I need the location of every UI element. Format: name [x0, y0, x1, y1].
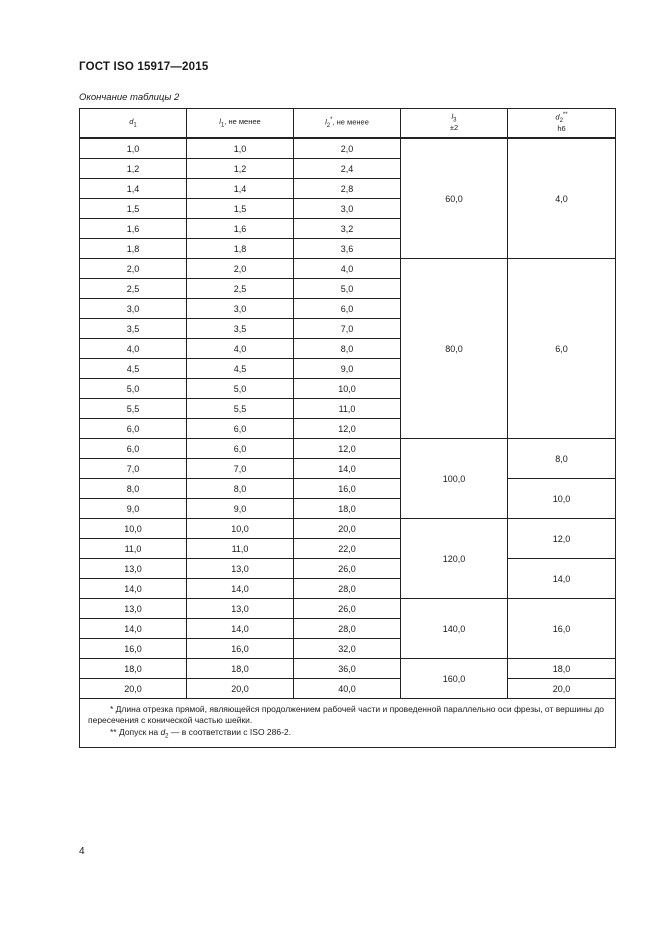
- cell-l3: 100,0: [401, 439, 508, 519]
- cell-d2: 4,0: [508, 138, 616, 259]
- cell-d1: 9,0: [80, 499, 187, 519]
- cell-l2: 18,0: [294, 499, 401, 519]
- cell-d1: 7,0: [80, 459, 187, 479]
- cell-l1: 3,0: [187, 299, 294, 319]
- cell-d1: 1,5: [80, 199, 187, 219]
- cell-l2: 2,4: [294, 159, 401, 179]
- cell-l1: 6,0: [187, 439, 294, 459]
- header-d2: $d_2^{**}$ h6: [508, 109, 616, 139]
- cell-d2: 8,0: [508, 439, 616, 479]
- cell-d2: 10,0: [508, 479, 616, 519]
- cell-d2: 14,0: [508, 559, 616, 599]
- cell-l1: 11,0: [187, 539, 294, 559]
- header-l3: $l_3$ ±2: [401, 109, 508, 139]
- cell-d2: 12,0: [508, 519, 616, 559]
- cell-d1: 6,0: [80, 439, 187, 459]
- cell-l2: 12,0: [294, 439, 401, 459]
- cell-d2: 20,0: [508, 679, 616, 699]
- table-row: [80, 138, 616, 159]
- dimensions-table: [79, 108, 616, 748]
- cell-l1: 1,0: [187, 138, 294, 159]
- cell-d1: 4,5: [80, 359, 187, 379]
- cell-d1: 2,5: [80, 279, 187, 299]
- cell-l2: 12,0: [294, 419, 401, 439]
- cell-l1: 6,0: [187, 419, 294, 439]
- cell-l1: 1,5: [187, 199, 294, 219]
- cell-d1: 2,0: [80, 259, 187, 279]
- cell-l3: 80,0: [401, 259, 508, 439]
- cell-l2: 26,0: [294, 559, 401, 579]
- cell-d1: 1,2: [80, 159, 187, 179]
- cell-l2: 28,0: [294, 579, 401, 599]
- cell-l1: 14,0: [187, 579, 294, 599]
- cell-l2: 40,0: [294, 679, 401, 699]
- cell-l1: 2,5: [187, 279, 294, 299]
- cell-l1: 4,0: [187, 339, 294, 359]
- cell-l2: 22,0: [294, 539, 401, 559]
- header-l1: $l_1$, не менее: [187, 109, 294, 139]
- cell-l2: 11,0: [294, 399, 401, 419]
- cell-l1: 10,0: [187, 519, 294, 539]
- cell-l2: 9,0: [294, 359, 401, 379]
- table-row: [80, 439, 616, 459]
- cell-l2: 20,0: [294, 519, 401, 539]
- header-l2: $l_2^*$, не менее: [294, 109, 401, 139]
- cell-l1: 7,0: [187, 459, 294, 479]
- footnote-1: * Длина отрезка прямой, являющейся продолжением рабочей части и проведенной параллельно оси фрезы, от вершины до пересечения с конической частью шейки.: [88, 704, 605, 726]
- cell-l3: 140,0: [401, 599, 508, 659]
- table-row: [80, 519, 616, 539]
- cell-l3: 120,0: [401, 519, 508, 599]
- table-row: [80, 479, 616, 499]
- cell-l2: 5,0: [294, 279, 401, 299]
- table-caption: Окончание таблицы 2: [79, 92, 180, 103]
- cell-l2: 32,0: [294, 639, 401, 659]
- table-header-row: [80, 109, 616, 139]
- cell-l1: 1,8: [187, 239, 294, 259]
- cell-l1: 16,0: [187, 639, 294, 659]
- cell-d1: 10,0: [80, 519, 187, 539]
- cell-d1: 18,0: [80, 659, 187, 679]
- cell-d1: 13,0: [80, 559, 187, 579]
- cell-d1: 3,0: [80, 299, 187, 319]
- cell-d1: 8,0: [80, 479, 187, 499]
- cell-d1: 1,4: [80, 179, 187, 199]
- cell-l1: 3,5: [187, 319, 294, 339]
- cell-d1: 11,0: [80, 539, 187, 559]
- cell-l2: 2,0: [294, 138, 401, 159]
- cell-l1: 14,0: [187, 619, 294, 639]
- cell-l2: 3,0: [294, 199, 401, 219]
- cell-d1: 1,6: [80, 219, 187, 239]
- cell-d1: 16,0: [80, 639, 187, 659]
- cell-l2: 3,6: [294, 239, 401, 259]
- cell-l1: 8,0: [187, 479, 294, 499]
- cell-d1: 6,0: [80, 419, 187, 439]
- cell-d1: 5,0: [80, 379, 187, 399]
- cell-d1: 20,0: [80, 679, 187, 699]
- table-row: [80, 679, 616, 699]
- table-notes-row: [80, 699, 616, 748]
- cell-l1: 13,0: [187, 559, 294, 579]
- cell-l2: 26,0: [294, 599, 401, 619]
- cell-l1: 9,0: [187, 499, 294, 519]
- table-row: [80, 259, 616, 279]
- cell-d1: 4,0: [80, 339, 187, 359]
- table-row: [80, 559, 616, 579]
- cell-d2: 18,0: [508, 659, 616, 679]
- table-notes: [80, 699, 616, 748]
- cell-l1: 1,6: [187, 219, 294, 239]
- cell-l1: 1,2: [187, 159, 294, 179]
- cell-l2: 4,0: [294, 259, 401, 279]
- cell-l2: 36,0: [294, 659, 401, 679]
- cell-l2: 7,0: [294, 319, 401, 339]
- cell-d1: 3,5: [80, 319, 187, 339]
- footnote-2: ** Допуск на $d_2$ — в соответствии с ISO 286-2.: [110, 726, 292, 740]
- cell-d1: 14,0: [80, 619, 187, 639]
- header-d1: $d_1$: [80, 109, 187, 139]
- cell-d1: 5,5: [80, 399, 187, 419]
- cell-l1: 1,4: [187, 179, 294, 199]
- cell-l1: 5,5: [187, 399, 294, 419]
- cell-l1: 4,5: [187, 359, 294, 379]
- table-row: [80, 659, 616, 679]
- cell-l2: 28,0: [294, 619, 401, 639]
- cell-l2: 16,0: [294, 479, 401, 499]
- cell-d1: 1,8: [80, 239, 187, 259]
- cell-l3: 60,0: [401, 138, 508, 259]
- cell-l2: 3,2: [294, 219, 401, 239]
- cell-l1: 5,0: [187, 379, 294, 399]
- cell-l2: 2,8: [294, 179, 401, 199]
- cell-d1: 1,0: [80, 138, 187, 159]
- cell-l2: 6,0: [294, 299, 401, 319]
- document-title: ГОСТ ISO 15917—2015: [79, 61, 209, 73]
- cell-l1: 20,0: [187, 679, 294, 699]
- cell-l1: 18,0: [187, 659, 294, 679]
- table-row: [80, 599, 616, 619]
- cell-l2: 10,0: [294, 379, 401, 399]
- cell-l2: 8,0: [294, 339, 401, 359]
- page-number: 4: [79, 846, 85, 857]
- cell-d1: 13,0: [80, 599, 187, 619]
- cell-l3: 160,0: [401, 659, 508, 699]
- cell-d2: 6,0: [508, 259, 616, 439]
- cell-d2: 16,0: [508, 599, 616, 659]
- cell-d1: 14,0: [80, 579, 187, 599]
- cell-l1: 13,0: [187, 599, 294, 619]
- cell-l1: 2,0: [187, 259, 294, 279]
- cell-l2: 14,0: [294, 459, 401, 479]
